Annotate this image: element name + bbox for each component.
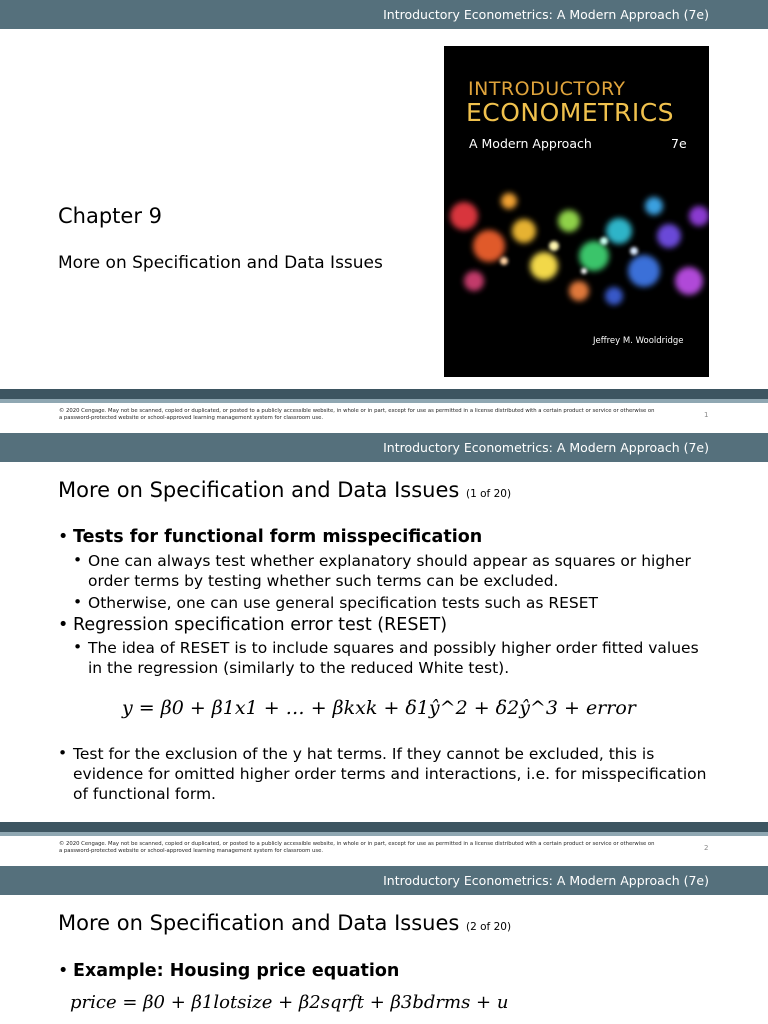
copyright-notice: © 2020 Cengage. May not be scanned, copied or duplicated, or posted to a publicly accessible website, in whole or in part, except for use as permitted in a license distributed with a certain product or service or otherwise on a password-protected website or school-approved learning management system for classroom use.: [59, 841, 655, 854]
bullet-dot: •: [58, 961, 69, 981]
cover-edition: 7e: [671, 136, 687, 151]
book-cover: [444, 46, 709, 377]
copyright-notice: © 2020 Cengage. May not be scanned, copied or duplicated, or posted to a publicly accessible website, in whole or in part, except for use as permitted in a license distributed with a certain product or service or otherwise on a password-protected website or school-approved learning management system for classroom use.: [59, 408, 655, 421]
slide-title-count: (1 of 20): [466, 488, 512, 500]
slide-1: [0, 0, 768, 433]
sub-bullet-reset-idea: The idea of RESET is to include squares and possibly higher order fitted values in the regression (similarly to the reduced White test).: [88, 639, 699, 677]
bullet-functional-form: Tests for functional form misspecification: [73, 527, 483, 547]
bullet-dot: •: [73, 638, 83, 656]
chapter-subtitle: More on Specification and Data Issues: [58, 253, 383, 273]
slide-title-text: More on Specification and Data Issues: [58, 911, 460, 935]
page-number: 1: [704, 411, 709, 419]
equation-reset: [122, 697, 636, 719]
equation-text: price = β0 + β1lotsize + β2sqrft + β3bdrms + u: [70, 992, 509, 1013]
sub-bullet-squares: One can always test whether explanatory should appear as squares or higher order terms by testing whether such terms can be excluded.: [88, 552, 691, 590]
chapter-title: Chapter 9: [58, 204, 162, 228]
slide-2: [0, 433, 768, 866]
bullet-reset: Regression specification error test (RESET): [73, 615, 448, 635]
equation-text: y = β0 + β1x1 + … + βkxk + δ1ŷ^2 + δ2ŷ^3 + error: [122, 697, 636, 719]
slide-header: Introductory Econometrics: A Modern Approach (7e): [0, 433, 768, 462]
slide-header: Introductory Econometrics: A Modern Approach (7e): [0, 866, 768, 895]
slide-title: [58, 911, 511, 935]
slide-title: [58, 478, 511, 502]
footer-band: [0, 389, 768, 404]
cover-author: Jeffrey M. Wooldridge: [593, 336, 684, 346]
bullet-dot: •: [58, 744, 68, 762]
slide-title-text: More on Specification and Data Issues: [58, 478, 460, 502]
cover-title-line2: ECONOMETRICS: [466, 98, 675, 127]
footer-band: [0, 822, 768, 837]
cover-bokeh-image: [444, 176, 709, 326]
cover-title-line1: INTRODUCTORY: [468, 78, 626, 100]
bullet-dot: •: [58, 615, 69, 635]
bullet-dot: •: [73, 551, 83, 569]
slide-3: [0, 866, 768, 1024]
bullet-housing-example: Example: Housing price equation: [73, 961, 400, 981]
slide-title-count: (2 of 20): [466, 921, 512, 933]
sub-bullet-general-tests: Otherwise, one can use general specification tests such as RESET: [88, 594, 598, 612]
page-number: 2: [704, 844, 709, 852]
bullet-dot: •: [73, 593, 83, 611]
cover-subtitle: A Modern Approach: [469, 136, 592, 151]
equation-housing: [70, 992, 508, 1013]
bullet-dot: •: [58, 527, 69, 547]
slide-header: Introductory Econometrics: A Modern Approach (7e): [0, 0, 768, 29]
bullet-exclusion-test: Test for the exclusion of the y hat terms. If they cannot be excluded, this is evidence for omitted higher order terms and interactions, i.e. for misspecification of functional form.: [73, 745, 707, 803]
